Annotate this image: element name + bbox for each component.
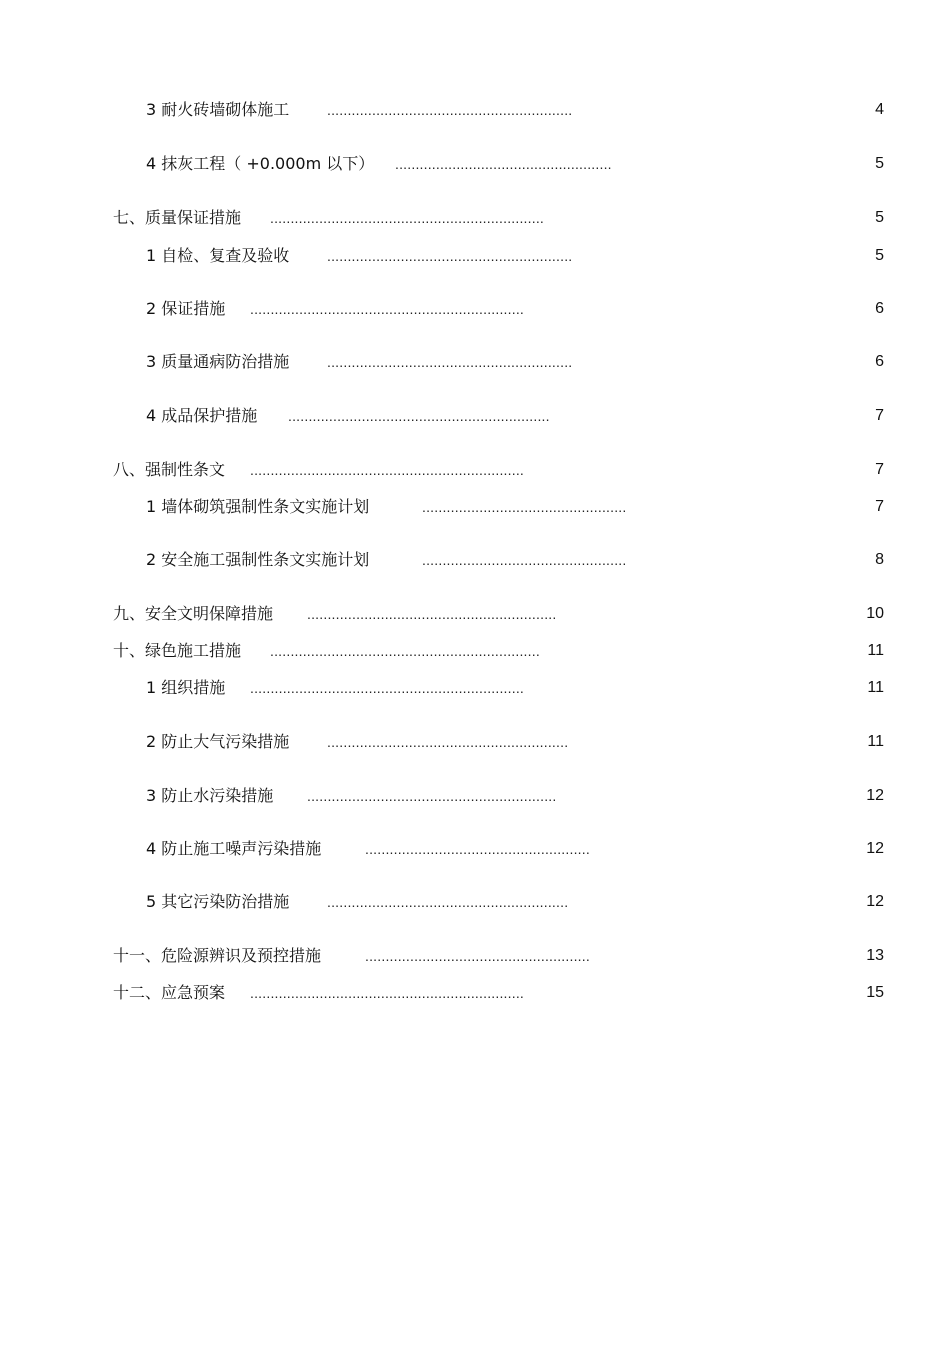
- toc-entry-leader: ..................................................: [422, 552, 627, 568]
- toc-entry-leader: ..................................................................: [270, 643, 540, 659]
- toc-entry-label: 九、安全文明保障措施: [113, 604, 274, 623]
- toc-entry-leader: .......................................................: [365, 948, 590, 964]
- toc-entry-page: 7: [875, 407, 884, 424]
- toc-entry-leader: ..................................................: [422, 499, 627, 515]
- toc-entry-leader: ...................................................................: [250, 301, 525, 317]
- toc-entry-page: 5: [875, 247, 884, 264]
- toc-entry-page: 6: [875, 353, 884, 370]
- toc-entry[interactable]: [0, 639, 950, 663]
- toc-entry[interactable]: [0, 676, 950, 700]
- toc-entry[interactable]: [0, 152, 950, 176]
- toc-entry-label: 3 防止水污染措施: [146, 786, 274, 805]
- toc-entry[interactable]: [0, 602, 950, 626]
- toc-entry-page: 12: [866, 787, 884, 804]
- toc-entry-leader: ...................................................................: [270, 210, 545, 226]
- toc-entry-label: 4 成品保护措施: [146, 406, 258, 425]
- toc-entry-leader: ...................................................................: [250, 462, 525, 478]
- toc-entry-label: 2 安全施工强制性条文实施计划: [146, 550, 370, 569]
- toc-entry-page: 11: [867, 733, 884, 750]
- toc-entry-leader: .......................................................: [365, 841, 590, 857]
- toc-entry-leader: ................................................................: [288, 408, 550, 424]
- toc-entry-leader: .....................................................: [395, 156, 612, 172]
- toc-entry[interactable]: [0, 981, 950, 1005]
- toc-entry-label: 2 防止大气污染措施: [146, 732, 290, 751]
- toc-entry[interactable]: [0, 98, 950, 122]
- toc-entry-leader: ...........................................................: [327, 894, 569, 910]
- toc-entry-page: 4: [875, 101, 884, 118]
- toc-entry-leader: ...................................................................: [250, 985, 525, 1001]
- toc-entry-page: 6: [875, 300, 884, 317]
- toc-entry-label: 十二、应急预案: [113, 983, 226, 1002]
- toc-entry[interactable]: [0, 784, 950, 808]
- toc-entry-label: 1 组织措施: [146, 678, 226, 697]
- toc-entry-page: 7: [875, 498, 884, 515]
- toc-entry-label: 1 自检、复查及验收: [146, 246, 290, 265]
- toc-entry[interactable]: [0, 297, 950, 321]
- toc-entry[interactable]: [0, 944, 950, 968]
- toc-entry-leader: ............................................................: [327, 102, 573, 118]
- toc-entry-label: 八、强制性条文: [113, 460, 226, 479]
- toc-entry-page: 12: [866, 840, 884, 857]
- toc-entry-leader: ............................................................: [327, 248, 573, 264]
- toc-entry-page: 15: [866, 984, 884, 1001]
- toc-entry[interactable]: [0, 244, 950, 268]
- toc-entry-page: 8: [875, 551, 884, 568]
- toc-entry-page: 11: [867, 679, 884, 696]
- toc-entry-label: 七、质量保证措施: [113, 208, 242, 227]
- toc-entry-page: 13: [866, 947, 884, 964]
- toc-entry[interactable]: [0, 350, 950, 374]
- toc-entry-page: 10: [866, 605, 884, 622]
- toc-entry[interactable]: [0, 404, 950, 428]
- toc-entry[interactable]: [0, 837, 950, 861]
- toc-entry-leader: ...........................................................: [327, 734, 569, 750]
- toc-entry-label: 5 其它污染防治措施: [146, 892, 290, 911]
- toc-entry-label: 1 墙体砌筑强制性条文实施计划: [146, 497, 370, 516]
- toc-entry-label: 3 耐火砖墙砌体施工: [146, 100, 290, 119]
- toc-entry-leader: ...................................................................: [250, 680, 525, 696]
- toc-entry-label: 十、绿色施工措施: [113, 641, 242, 660]
- toc-entry-label: 4 防止施工噪声污染措施: [146, 839, 322, 858]
- toc-entry-leader: .............................................................: [307, 788, 557, 804]
- toc-entry-page: 7: [875, 461, 884, 478]
- toc-entry[interactable]: [0, 548, 950, 572]
- toc-entry-page: 12: [866, 893, 884, 910]
- toc-entry-label: 2 保证措施: [146, 299, 226, 318]
- toc-entry[interactable]: [0, 458, 950, 482]
- toc-entry[interactable]: [0, 890, 950, 914]
- toc-entry-page: 5: [875, 155, 884, 172]
- toc-entry-page: 5: [875, 209, 884, 226]
- toc-entry-label: 3 质量通病防治措施: [146, 352, 290, 371]
- toc-entry[interactable]: [0, 730, 950, 754]
- toc-entry[interactable]: [0, 206, 950, 230]
- toc-entry-label: 4 抹灰工程（ +0.000m 以下）: [146, 154, 375, 173]
- toc-entry-label: 十一、危险源辨识及预控措施: [113, 946, 322, 965]
- toc-entry[interactable]: [0, 495, 950, 519]
- toc-entry-leader: .............................................................: [307, 606, 557, 622]
- toc-entry-page: 11: [867, 642, 884, 659]
- toc-entry-leader: ............................................................: [327, 354, 573, 370]
